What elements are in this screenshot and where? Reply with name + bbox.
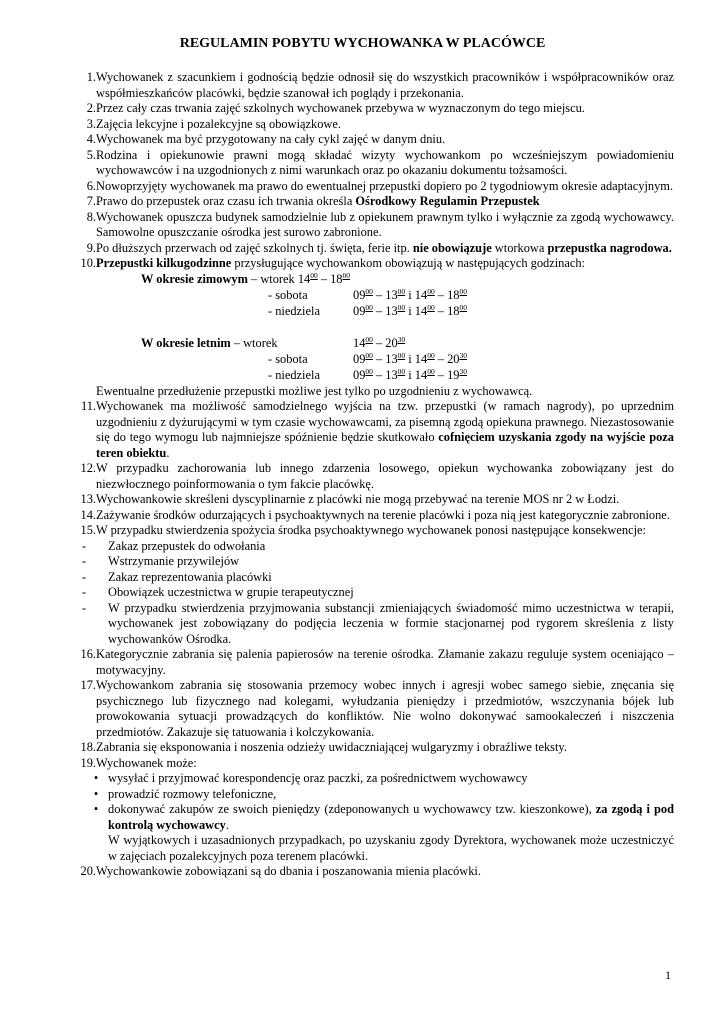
list-item: 20. Wychowankowie zobowiązani są do dbania i poszanowania mienia placówki.	[80, 864, 481, 878]
bullet-icon: •	[93, 802, 99, 816]
list-item: 2. Przez cały czas trwania zajęć szkolnych wychowanek przebywa w wyznaczonym do tego miejscu.	[86, 101, 585, 115]
list-item: 14. Zażywanie środków odurzających i psychoaktywnych na terenie placówki i poza nią jest kategorycznie zabronione.	[80, 507, 670, 522]
document-title: REGULAMIN POBYTU WYCHOWANKA W PLACÓWCE	[179, 36, 546, 51]
list-item: 4. Wychowanek ma być przygotowany na cały cykl zajęć w danym dniu.	[86, 132, 446, 146]
list-item: 7. Prawo do przepustek oraz czasu ich trwania określa Ośrodkowy Regulamin Przepustek	[86, 194, 540, 208]
consequences-list	[60, 539, 674, 648]
consequence-item: - Zakaz przepustek do odwołania	[82, 538, 266, 553]
schedule-summer-sunday: - niedziela $09^{00} - 13^{00}$ i $14^{00} - 19^{30}$	[268, 366, 467, 382]
list-item: 6. Nowoprzyjęty wychowanek ma prawo do ewentualnej przepustki dopiero po 2 tygodniowym okresie adaptacyjnym.	[86, 178, 674, 193]
consequence-item: - Obowiązek uczestnictwa w grupie terapeutycznej	[82, 585, 354, 599]
list-item: 16. Kategorycznie zabrania się palenia papierosów na terenie ośrodka. Złamanie zakazu reguluje system oceniająco – motywacyjny.	[80, 647, 674, 677]
list-item: 8. Wychowanek opuszcza budynek samodzielnie lub z opiekunem prawnym tylko i wyłącznie za zgodą wychowawcy. Samowolne opuszczanie ośrodka jest surowo zabronione.	[86, 209, 674, 239]
list-item: 9. Po dłuższych przerwach od zajęć szkolnych tj. święta, ferie itp. nie obowiązuje wtorkowa przepustka nagrodowa.	[86, 240, 672, 255]
bullet-icon: •	[93, 771, 99, 785]
document-body	[60, 70, 674, 880]
page-number: 1	[665, 968, 671, 982]
may-item: • dokonywać zakupów ze swoich pieniędzy (zdeponowanych u wychowawcy tzw. kieszonkowe), za zgodą i pod kontrolą wychowawcy.	[84, 802, 674, 833]
list-item: 17. Wychowankom zabrania się stosowania przemocy wobec innych i agresji wobec samego siebie, znęcania się psychicznego lub fizycznego nad kolegami, wyłudzania pieniędzy i przedmiotów, wszczynania bójek lub prowokowania sytuacji prowadzących do konfliktów. Nie wolno dokonywać samookaleczeń i niszczenia przedmiotów. Zakazuje się tatuowania i kolczykowania.	[80, 678, 674, 739]
list-item: 1. Wychowanek z szacunkiem i godnością będzie odnosił się do wszystkich pracowników i współpracowników oraz współmieszkańców placówki, będzie szanował ich poglądy i przekonania.	[86, 70, 674, 100]
list-item: 19. Wychowanek może:	[80, 755, 197, 770]
schedule-summer-saturday: - sobota $09^{00} - 13^{00}$ i $14^{00} - 20^{30}$	[268, 350, 467, 366]
list-item: 13. Wychowankowie skreśleni dyscyplinarnie z placówki nie mogą przebywać na terenie MOS nr 2 w Łodzi.	[80, 492, 620, 506]
list-item: 5. Rodzina i opiekunowie prawni mogą składać wizyty wychowankom po wcześniejszym powiadomieniu wychowawców i na uzgodnionych z nimi warunkach oraz po okazaniu dokumentu tożsamości.	[86, 147, 674, 177]
list-item: 10. Przepustki kilkugodzinne przysługujące wychowankom obowiązują w następujących godzinach:	[80, 256, 585, 270]
list-item: 11. Wychowanek ma możliwość samodzielnego wyjścia na tzw. przepustki (w ramach nagrody), po uprzednim uzgodnieniu z dyżurującymi w tym czasie wychowawcami, za pisemną zgodą opiekuna prawnego. Niezastosowanie się do tego wymogu lub najmniejsze spóźnienie będzie skutkowało cofnięciem uzyskania zgody na wyjście poza teren obiektu.	[80, 399, 674, 460]
bullet-icon: •	[93, 786, 99, 801]
schedule-summer-tuesday: W okresie letnim – wtorek $14^{00} - 20^{30}$	[141, 334, 406, 350]
list-item: 12. W przypadku zachorowania lub innego zdarzenia losowego, opiekun wychowanka zobowiązany jest do niezwłocznego poinformowania o tym fakcie placówkę.	[80, 461, 674, 491]
list-item: 18. Zabrania się eksponowania i noszenia odzieży uwidaczniającej wulgaryzmy i obraźliwe teksty.	[80, 740, 567, 754]
schedule-winter-saturday: - sobota $09^{00} - 13^{00}$ i $14^{00} - 18^{00}$	[268, 286, 467, 302]
list-item: 3. Zajęcia lekcyjne i pozalekcyjne są obowiązkowe.	[86, 116, 341, 131]
schedule-note: Ewentualne przedłużenie przepustki możliwe jest tylko po uzgodnieniu z wychowawcą.	[96, 383, 533, 398]
schedule-winter-tuesday: W okresie zimowym – wtorek $14^{00} - 18^{00}$	[141, 270, 350, 286]
may-item: • prowadzić rozmowy telefoniczne,	[84, 787, 674, 803]
consequence-item: - Wstrzymanie przywilejów	[82, 554, 240, 568]
may-note: W wyjątkowych i uzasadnionych przypadkach, po uzyskaniu zgody Dyrektora, wychowanek może uczestniczyć w zajęciach pozalekcyjnych poza terenem placówki.	[108, 833, 674, 863]
list-item: 15. W przypadku stwierdzenia spożycia środka psychoaktywnego wychowanek ponosi następujące konsekwencje:	[80, 523, 646, 537]
may-list	[60, 771, 674, 864]
may-item: • wysyłać i przyjmować korespondencję oraz paczki, za pośrednictwem wychowawcy	[84, 771, 674, 787]
consequence-item: - Zakaz reprezentowania placówki	[82, 569, 272, 584]
consequence-item: - W przypadku stwierdzenia przyjmowania substancji zmieniających świadomość mimo uczestnictwa w terapii, wychowanek jest zobowiązany do podjęcia leczenia w formie stacjonarnej pod rygorem skreślenia z listy wychowanków Ośrodka.	[82, 600, 674, 646]
schedule-winter-sunday: - niedziela $09^{00} - 13^{00}$ i $14^{00} - 18^{00}$	[268, 302, 467, 318]
